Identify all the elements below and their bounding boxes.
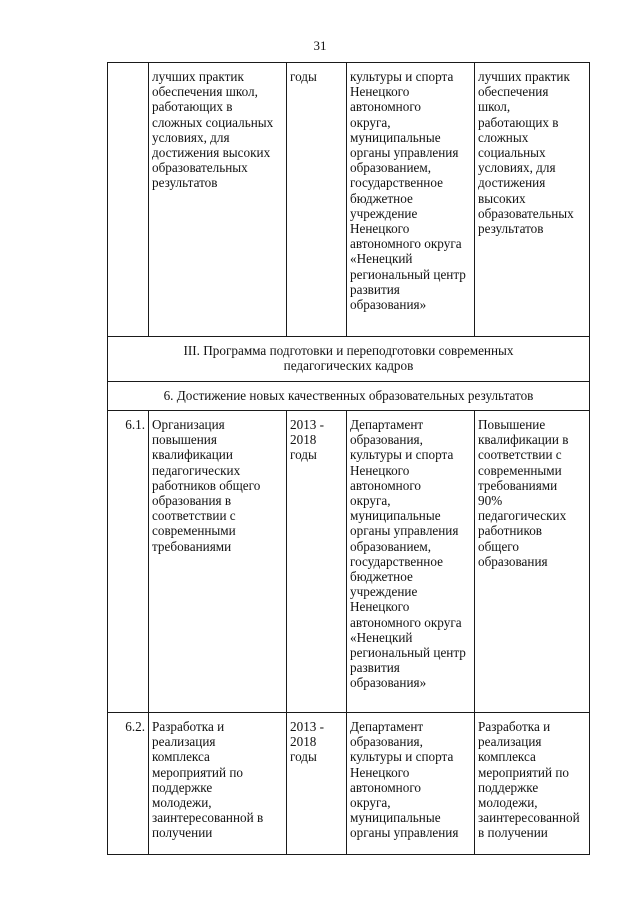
subsection-heading-row <box>108 382 590 411</box>
row-number-cell <box>108 63 149 337</box>
period-cell: 2013 - 2018 годы <box>287 411 347 713</box>
responsible-cell: Департамент образования, культуры и спорта Ненецкого автономного округа, муниципальные органы управления <box>347 713 475 855</box>
row-number-cell: 6.2. <box>108 713 149 855</box>
activity-cell: Разработка и реализация комплекса мероприятий по поддержке молодежи, заинтересованной в получении <box>149 713 287 855</box>
section-heading-line2: педагогических кадров <box>283 358 414 374</box>
result-cell: лучших практик обеспечения школ, работающих в сложных социальных условиях, для достижения высоких образовательных результатов <box>475 63 590 337</box>
table-row <box>108 411 590 713</box>
plan-table <box>107 62 590 855</box>
activity-cell: лучших практик обеспечения школ, работающих в сложных социальных условиях, для достижения высоких образовательных результатов <box>149 63 287 337</box>
subsection-heading: 6. Достижение новых качественных образовательных результатов <box>108 382 590 411</box>
row-number-cell: 6.1. <box>108 411 149 713</box>
section-heading <box>108 337 590 382</box>
responsible-cell: Департамент образования, культуры и спорта Ненецкого автономного округа, муниципальные органы управления образованием, государственное бюджетное учреждение Ненецкого автономного округа «Ненецкий региональный центр развития образования» <box>347 411 475 713</box>
table-row <box>108 63 590 337</box>
section-heading-row <box>108 337 590 382</box>
responsible-cell: культуры и спорта Ненецкого автономного округа, муниципальные органы управления образованием, государственное бюджетное учреждение Ненецкого автономного округа «Ненецкий региональный центр развития образования» <box>347 63 475 337</box>
period-cell: 2013 - 2018 годы <box>287 713 347 855</box>
table-row <box>108 713 590 855</box>
period-cell: годы <box>287 63 347 337</box>
result-cell: Повышение квалификации в соответствии с современными требованиями 90% педагогических работников общего образования <box>475 411 590 713</box>
result-cell: Разработка и реализация комплекса мероприятий по поддержке молодежи, заинтересованной в получении <box>475 713 590 855</box>
activity-cell: Организация повышения квалификации педагогических работников общего образования в соответствии с современными требованиями <box>149 411 287 713</box>
page-number: 31 <box>313 38 327 53</box>
section-heading-line1: III. Программа подготовки и переподготовки современных <box>183 343 514 358</box>
